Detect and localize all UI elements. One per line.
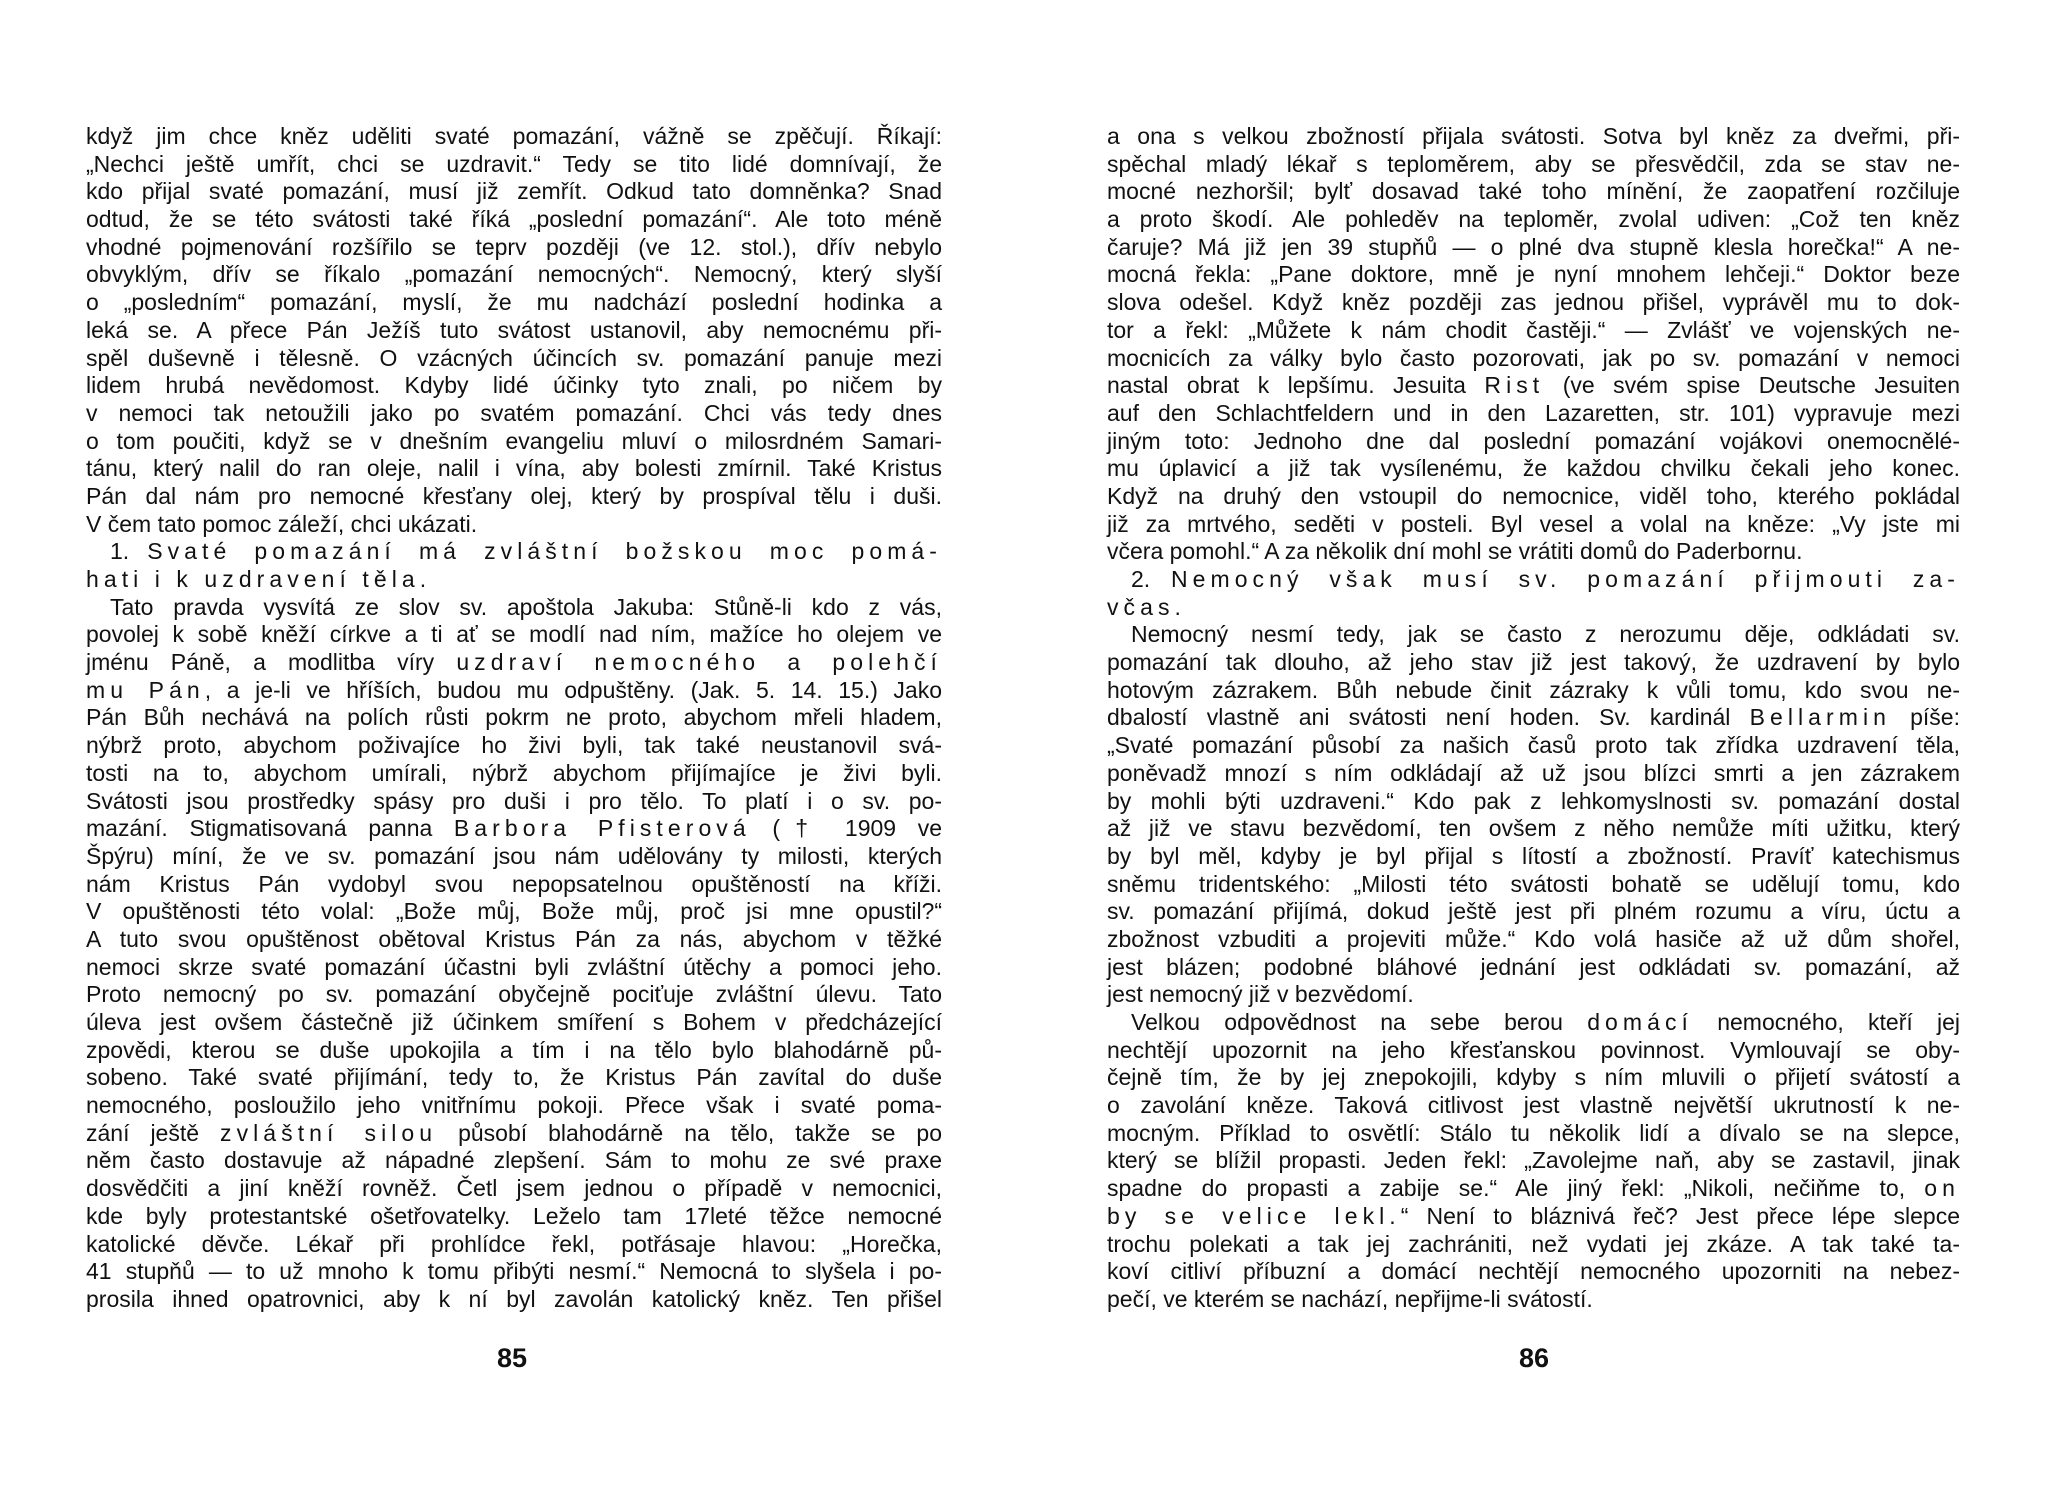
text-line (86, 926, 942, 954)
emphasized-text: zvláštní silou (220, 1119, 438, 1146)
text-line (86, 511, 942, 539)
text-run: 41 stupňů — to už mnoho k tomu přibýti nesmí.“ Nemocná to slyšela i po- (86, 1258, 942, 1285)
text-run: dosvědčiti a jiní kněží rovněž. Četl jsem jednou o případě v nemocnici, (86, 1175, 942, 1202)
text-run: mazání. Stigmatisovaná panna (86, 815, 454, 842)
text-line (1107, 954, 1960, 982)
text-run: mocné nezhoršil; bylť dosavad také toho mínění, že zaopatření rozčiluje (1107, 178, 1960, 205)
text-run: by byl měl, kdyby je byl přijal s lítostí a zbožností. Pravíť katechismus (1107, 842, 1960, 869)
emphasized-text: on (1924, 1175, 1960, 1202)
text-run: spěl duševně i tělesně. O vzácných účincích sv. pomazání panuje mezi (86, 344, 942, 371)
text-run: Pán dal nám pro nemocné křesťany olej, který by prospíval tělu i duši. (86, 482, 942, 509)
text-line (86, 788, 942, 816)
text-run: pečí, ve kterém se nachází, nepřijme-li svátostí. (1107, 1285, 1593, 1312)
text-run: a proto škodí. Ale pohleděv na teploměr, zvolal udiven: „Což ten kněz (1107, 206, 1960, 233)
emphasized-text: uzdraví nemocného a polehčí (456, 649, 943, 676)
emphasized-text: Rist (1484, 372, 1545, 399)
text-run: A tuto svou opuštěnost obětoval Kristus Pán za nás, abychom v těžké (86, 925, 942, 952)
paragraph (86, 538, 942, 593)
text-run: Svátosti jsou prostředky spásy pro duši i pro tělo. To platí i o sv. po- (86, 787, 942, 814)
text-run: o „posledním“ pomazání, myslí, že mu nadchází poslední hodinka a (86, 289, 942, 316)
text-run: úleva jest ovšem částečně již účinkem smíření s Bohem v předcházející (86, 1009, 942, 1035)
text-run: „Svaté pomazání působí za našich časů proto tak zřídka uzdravení těla, (1107, 732, 1960, 759)
text-run: Špýru) míní, že ve sv. pomazání jsou nám udělovány ty milosti, kterých (86, 842, 942, 869)
text-line (1107, 1175, 1960, 1203)
text-run: zání ještě (86, 1119, 221, 1146)
text-line (1107, 483, 1960, 511)
text-line (86, 455, 942, 483)
text-line (1107, 677, 1960, 705)
text-line (86, 483, 942, 511)
text-run: hotovým zázrakem. Bůh nebude činit zázraky k vůli tomu, kdo svou ne- (1107, 676, 1960, 703)
text-line (1107, 926, 1960, 954)
text-line (86, 261, 942, 289)
text-line (86, 1064, 942, 1092)
text-run: auf den Schlachtfeldern und in den Lazaretten, str. 101) vypravuje mezi (1107, 399, 1960, 426)
text-run: poněvadž mnozí s ním odkládají až už jsou blízci smrti a jen zázrakem (1107, 759, 1960, 786)
text-run: nýbrž proto, abychom poživajíce ho živi byli, tak také neustanovil svá- (86, 732, 942, 759)
text-line (1107, 455, 1960, 483)
text-line (86, 289, 942, 317)
text-line (86, 981, 942, 1009)
text-run: obvyklým, dřív se říkalo „pomazání nemocných“. Nemocný, který slyší (86, 261, 942, 288)
text-run: mocná řekla: „Pane doktore, mně je nyní mnohem lehčeji.“ Doktor beze (1107, 261, 1960, 288)
text-run: Proto nemocný po sv. pomazání obyčejně pociťuje zvláštní úlevu. Tato (86, 981, 942, 1008)
text-run: jest blázen; podobné bláhové jednání jest odkládati sv. pomazání, až (1107, 953, 1960, 980)
text-line (1107, 1231, 1960, 1259)
text-run: Pán Bůh nechává na polích růsti pokrm ne proto, abychom mřeli hladem, (86, 704, 942, 731)
text-line (86, 178, 942, 206)
text-line (1107, 234, 1960, 262)
text-line (86, 843, 942, 871)
text-line (1107, 1147, 1960, 1175)
text-line (86, 1258, 942, 1286)
text-run: něm často dostavuje až nápadné zlepšení. Sám to mohu ze své praxe (86, 1147, 942, 1174)
text-line (1107, 1009, 1960, 1037)
text-line (86, 345, 942, 373)
text-run: až již ve stavu bezvědomí, ten ovšem z něho nemůže míti užitku, který (1107, 815, 1960, 842)
text-run: V opuštěnosti této volal: „Bože můj, Bože můj, proč jsi mne opustil?“ (86, 898, 942, 925)
text-line (1107, 898, 1960, 926)
emphasized-text: Svaté pomazání má zvláštní božskou moc pomá- (147, 538, 942, 565)
text-run: “ Není to bláznivá řeč? Jest přece lépe slepce (1400, 1202, 1960, 1229)
text-line (86, 898, 942, 926)
text-line (86, 594, 942, 622)
paragraph (1107, 566, 1960, 621)
right-page (1023, 0, 2046, 1500)
text-run: tánu, který nalil do ran oleje, nalil i vína, aby bolesti zmírnil. Také Kristus (86, 455, 942, 482)
text-run: když jim chce kněz uděliti svaté pomazání, vážně se zpěčují. Říkají: (86, 123, 942, 149)
text-line (1107, 1258, 1960, 1286)
text-run: působí blahodárně na tělo, takže se po (437, 1119, 942, 1146)
emphasized-text: domácí (1587, 1009, 1693, 1035)
text-line (86, 1147, 942, 1175)
text-run: by mohli býti uzdraveni.“ Kdo pak z lehkomyslnosti sv. pomazání dostal (1107, 787, 1960, 814)
text-run: mocným. Příklad to osvětlí: Stálo tu několik lidí a dívalo se na slepce, (1107, 1119, 1960, 1146)
emphasized-text: mu Pán (86, 676, 205, 703)
text-line (86, 1175, 942, 1203)
text-run: lidem hrubá nevědomost. Kdyby lidé účinky tyto znali, po ničem by (86, 372, 942, 399)
text-line (1107, 345, 1960, 373)
text-run: zpovědi, kterou se duše upokojila a tím i na tělo bylo blahodárně pů- (86, 1036, 942, 1063)
text-run: kdo přijal svaté pomazání, musí již zemřít. Odkud tato domněnka? Snad (86, 178, 942, 205)
text-line (86, 1286, 942, 1314)
text-line (1107, 1203, 1960, 1231)
text-run: již za mrtvého, seděti v posteli. Byl vesel a volal na kněze: „Vy jste mi (1107, 510, 1960, 537)
text-line (86, 317, 942, 345)
text-line (86, 649, 942, 677)
text-run: čaruje? Má již jen 39 stupňů — o plné dva stupně klesla horečka!“ A ne- (1107, 233, 1960, 260)
text-line (1107, 843, 1960, 871)
text-line (1107, 815, 1960, 843)
text-run: sv. pomazání přijímá, dokud ještě jest při plném rozumu a víru, úctu a (1107, 898, 1960, 925)
text-line (86, 1231, 942, 1259)
emphasized-text: Bellarmin (1749, 704, 1891, 731)
text-run: o tom poučiti, když se v dnešním evangeliu mluví o milosrdném Samari- (86, 427, 942, 454)
text-run: († 1909 ve (750, 815, 942, 842)
text-line (86, 815, 942, 843)
text-line (1107, 206, 1960, 234)
text-line (1107, 981, 1960, 1009)
text-line (1107, 1286, 1960, 1314)
text-run: nastal obrat k lepšímu. Jesuita (1107, 372, 1485, 399)
text-line (86, 704, 942, 732)
text-run: 2. (1131, 566, 1171, 592)
text-line (1107, 704, 1960, 732)
text-line (1107, 1064, 1960, 1092)
text-line (1107, 511, 1960, 539)
text-run: nám Kristus Pán vydobyl svou nepopsatelnou opuštěností na kříži. (86, 870, 942, 897)
text-run: jest nemocný již v bezvědomí. (1107, 981, 1414, 1008)
paragraph (86, 594, 942, 1314)
text-run: sněmu tridentského: „Milosti této svátosti bohatě se udělují tomu, kdo (1107, 870, 1960, 897)
text-run: čejně tím, že by jej znepokojili, kdyby s ním mluvili o přijetí svátostí a (1107, 1064, 1960, 1091)
text-line (1107, 289, 1960, 317)
text-line (86, 954, 942, 982)
text-run: a ona s velkou zbožností přijala svátosti. Sotva byl kněz za dveřmi, při- (1107, 123, 1960, 149)
text-line (1107, 123, 1960, 151)
text-column (86, 123, 942, 1314)
text-run: sobeno. Také svaté přijímání, tedy to, že Kristus Pán zavítal do duše (86, 1064, 942, 1091)
page-number: 86 (1518, 1343, 1550, 1373)
text-run: který se blížil propasti. Jeden řekl: „Zavolejme naň, aby se zastavil, jinak (1107, 1147, 1960, 1174)
text-line (1107, 1120, 1960, 1148)
text-run: vhodné pojmenování rozšířilo se teprv později (ve 12. stol.), dřív nebylo (86, 233, 942, 260)
text-line (86, 151, 942, 179)
text-run: tor a řekl: „Můžete k nám chodit častěji.“ — Zvlášť ve vojenských ne- (1107, 316, 1960, 343)
text-line (86, 428, 942, 456)
text-line (1107, 1092, 1960, 1120)
text-run: spadne do propasti a zabije se.“ Ale jiný řekl: „Nikoli, nečiňme to, (1107, 1175, 1925, 1202)
text-line (1107, 428, 1960, 456)
text-line (86, 372, 942, 400)
text-run: leká se. A přece Pán Ježíš tuto svátost ustanovil, aby nemocnému při- (86, 316, 942, 343)
text-run: 1. (110, 538, 148, 565)
text-line (1107, 732, 1960, 760)
text-run: Velkou odpovědnost na sebe berou (1131, 1009, 1588, 1035)
text-run: nemoci skrze svaté pomazání účastni byli zvláštní útěchy a pomoci jeho. (86, 953, 942, 980)
text-run: o zavolání kněze. Taková citlivost jest vlastně největší ukrutností k ne- (1107, 1092, 1960, 1119)
text-line (86, 732, 942, 760)
text-line (1107, 372, 1960, 400)
text-column (1107, 123, 1960, 1314)
text-line (1107, 151, 1960, 179)
paragraph (1107, 621, 1960, 1009)
text-line (86, 538, 942, 566)
text-line (1107, 621, 1960, 649)
text-run: včera pomohl.“ A za několik dní mohl se vrátiti domů do Paderbornu. (1107, 538, 1803, 565)
text-line (1107, 261, 1960, 289)
page-number: 85 (496, 1343, 528, 1373)
paragraph (1107, 123, 1960, 566)
text-line (1107, 538, 1960, 566)
text-line (1107, 566, 1960, 594)
text-line (1107, 1037, 1960, 1065)
text-run: jménu Páně, a modlitba víry (86, 649, 457, 676)
emphasized-text: hati i k uzdravení těla. (86, 566, 432, 592)
text-line (86, 206, 942, 234)
text-run: tosti na to, abychom umírali, nýbrž abychom přijímajíce je živi byli. (86, 759, 942, 786)
text-run: mu úplavicí a již tak vysílenému, že každou chvilku čekali jeho konec. (1107, 455, 1960, 482)
text-line (86, 1009, 942, 1037)
text-run: jiným toto: Jednoho dne dal poslední pomazání vojákovi onemocnělé- (1107, 427, 1960, 454)
text-run: zbožnost vzbuditi a projeviti může.“ Kdo volá hasiče až už dům shořel, (1107, 925, 1960, 952)
text-run: Nemocný nesmí tedy, jak se často z nerozumu děje, odkládati sv. (1131, 621, 1960, 648)
emphasized-text: Nemocný však musí sv. pomazání přijmouti za- (1170, 566, 1960, 592)
text-line (86, 1037, 942, 1065)
text-line (1107, 649, 1960, 677)
text-run: nechtějí upozornit na jeho křesťanskou povinnost. Vymlouvají se oby- (1107, 1036, 1960, 1063)
text-line (86, 621, 942, 649)
text-line (1107, 317, 1960, 345)
text-line (86, 400, 942, 428)
emphasized-text: včas. (1107, 593, 1186, 620)
emphasized-text: by se velice lekl. (1107, 1202, 1401, 1229)
text-run: (ve svém spise Deutsche Jesuiten (1544, 372, 1960, 399)
emphasized-text: Barbora Pfisterová (453, 815, 751, 842)
text-run: prosila ihned opatrovnici, aby k ní byl zavolán katolický kněz. Ten přišel (86, 1285, 942, 1312)
text-run: Když na druhý den vstoupil do nemocnice, viděl toho, kterého pokládal (1107, 482, 1960, 509)
text-run: spěchal mladý lékař s teploměrem, aby se přesvědčil, zda se stav ne- (1107, 150, 1960, 177)
text-line (1107, 760, 1960, 788)
text-line (86, 1120, 942, 1148)
text-run: nemocného, posloužilo jeho vnitřnímu pokoji. Přece však i svaté poma- (86, 1092, 942, 1119)
text-line (86, 677, 942, 705)
text-line (86, 1203, 942, 1231)
text-run: píše: (1890, 704, 1960, 731)
paragraph (1107, 1009, 1960, 1314)
text-run: pomazání tak dlouho, až jeho stav již jest takový, že uzdravení by bylo (1107, 649, 1960, 676)
text-run: nemocného, kteří jej (1692, 1009, 1960, 1035)
text-run: odtud, že se této svátosti také říká „poslední pomazání“. Ale toto méně (86, 206, 942, 233)
text-line (86, 871, 942, 899)
text-line (86, 566, 942, 594)
text-run: „Nechci ještě umřít, chci se uzdravit.“ Tedy se tito lidé domnívají, že (86, 150, 942, 177)
text-run: , a je-li ve hříších, budou mu odpuštěny. (Jak. 5. 14. 15.) Jako (204, 676, 943, 703)
text-run: V čem tato pomoc záleží, chci ukázati. (86, 510, 478, 537)
text-line (1107, 788, 1960, 816)
text-run: dbalostí vlastně ani svátosti není hoden. Sv. kardinál (1107, 704, 1750, 731)
text-run: slova odešel. Když kněz později zas jednou přišel, vyprávěl mu to dok- (1107, 289, 1960, 316)
text-line (86, 123, 942, 151)
text-run: povolej k sobě kněží církve a ti ať se modlí nad ním, mažíce ho olejem ve (86, 621, 942, 648)
text-line (86, 760, 942, 788)
text-line (1107, 594, 1960, 622)
text-run: kde byly protestantské ošetřovatelky. Leželo tam 17leté těžce nemocné (86, 1202, 942, 1229)
text-run: trochu polekati a tak jej zachrániti, než vydati jej zkáze. A tak také ta- (1107, 1230, 1960, 1257)
text-run: katolické děvče. Lékař při prohlídce řekl, potřásaje hlavou: „Horečka, (86, 1230, 942, 1257)
paragraph (86, 123, 942, 538)
text-run: koví citliví příbuzní a domácí nechtějí nemocného upozorniti na nebez- (1107, 1258, 1960, 1285)
text-run: v nemoci tak netoužili jako po svatém pomazání. Chci vás tedy dnes (86, 399, 942, 426)
text-line (1107, 871, 1960, 899)
text-line (1107, 400, 1960, 428)
text-run: mocnicích za války bylo často pozorovati, jak po sv. pomazání v nemoci (1107, 344, 1960, 371)
text-run: Tato pravda vysvítá ze slov sv. apoštola Jakuba: Stůně-li kdo z vás, (110, 593, 942, 620)
text-line (86, 1092, 942, 1120)
text-line (1107, 178, 1960, 206)
text-line (86, 234, 942, 262)
